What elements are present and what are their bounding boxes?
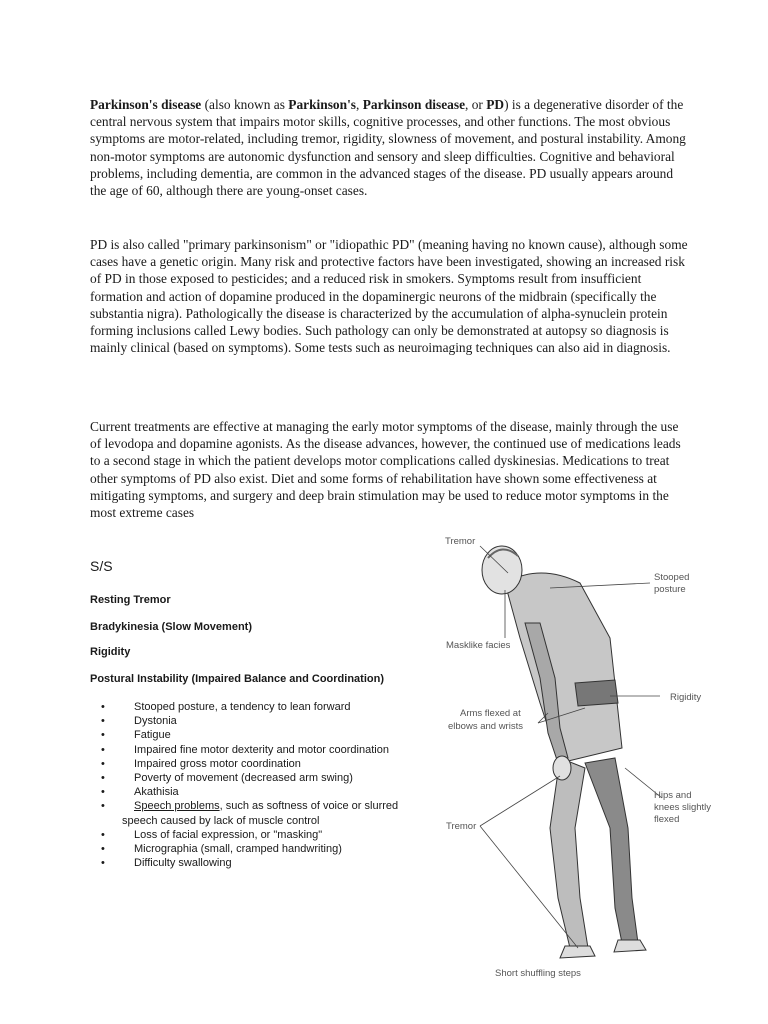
list-item: • Poverty of movement (decreased arm swing): [90, 771, 410, 785]
intro-text-3: , or: [465, 97, 487, 112]
list-item: • Micrographia (small, cramped handwriting): [90, 842, 410, 856]
label-arms-1: Arms flexed at: [460, 708, 521, 719]
list-item: • Difficulty swallowing: [90, 856, 410, 870]
causes-paragraph: PD is also called "primary parkinsonism" or "idiopathic PD" (meaning having no known cause), although some cases have a genetic origin. Many risk and protective factors have been investigated, showing an increased risk of PD in those exposed to pesticides; and a reduced risk in smokers. Symptoms result from insufficient formation and action of dopamine produced in the dopaminergic neurons of the midbrain (specifically the substantia nigra). Pathologically the disease is characterized by the accumulation of alpha-synuclein protein forming inclusions called Lewy bodies. Such pathology can only be demonstrated at autopsy so diagnosis is mainly clinical (based on symptoms). Some tests such as neuroimaging techniques can also aid in diagnosis.: [90, 237, 688, 356]
label-hips-2: knees slightly: [654, 802, 712, 813]
list-item: • Stooped posture, a tendency to lean forward: [90, 700, 410, 714]
label-hips-1: Hips and: [654, 790, 692, 801]
list-item: • Loss of facial expression, or "masking": [90, 828, 410, 842]
label-stooped-2: posture: [654, 584, 686, 595]
list-item: • Impaired gross motor coordination: [90, 757, 410, 771]
list-item: • Akathisia: [90, 785, 410, 799]
intro-text-1: (also known as: [201, 97, 289, 112]
term-parkinsons-disease: Parkinson's disease: [90, 97, 202, 112]
label-hips-3: flexed: [654, 814, 680, 825]
label-arms-2: elbows and wrists: [448, 721, 523, 732]
label-tremor-bottom: Tremor: [446, 821, 477, 832]
heading-rigidity: Rigidity: [90, 646, 131, 658]
label-rigidity: Rigidity: [670, 692, 702, 703]
label-tremor-top: Tremor: [445, 536, 476, 547]
term-parkinson-disease: Parkinson disease: [362, 97, 466, 112]
label-stooped-1: Stooped: [654, 572, 690, 583]
speech-text-2: speech caused by lack of muscle control: [122, 814, 320, 827]
intro-text-2: ,: [356, 97, 363, 112]
parkinson-posture-illustration: [410, 528, 740, 988]
heading-postural-instability: Postural Instability (Impaired Balance and Coordination): [90, 673, 384, 685]
label-short-steps: Short shuffling steps: [495, 968, 581, 979]
intro-paragraph: [90, 96, 690, 199]
list-item: • Fatigue: [90, 728, 410, 742]
term-pd: PD: [486, 97, 505, 112]
heading-bradykinesia: Bradykinesia (Slow Movement): [90, 621, 252, 633]
intro-text-4: ) is a degenerative disorder of the central nervous system that impairs motor skills, cognitive processes, and other functions. The most obvious symptoms are motor-related, including tremor, rigidity, slowness of movement, and postural instability. Among non-motor symptoms are autonomic dysfunction and sensory and sleep difficulties. Cognitive and behavioral problems, including dementia, are common in the advanced stages of the disease. PD usually appears around the age of 60, although there are young-onset cases.: [90, 97, 686, 199]
heading-resting-tremor: Resting Tremor: [90, 594, 171, 606]
list-item: • Dystonia: [90, 714, 410, 728]
term-parkinsons: Parkinson's: [288, 97, 356, 112]
signs-symptoms-heading: S/S: [90, 558, 113, 574]
speech-text-1: , such as softness of voice or slurred: [219, 800, 399, 813]
list-item-speech: [90, 799, 410, 827]
list-item: • Impaired fine motor dexterity and motor coordination: [90, 743, 410, 757]
stooped-man-figure: [482, 546, 646, 958]
speech-problems-link[interactable]: Speech problems: [134, 800, 220, 813]
label-masklike-facies: Masklike facies: [446, 640, 511, 651]
treatment-paragraph: Current treatments are effective at managing the early motor symptoms of the disease, mainly through the use of levodopa and dopamine agonists. As the disease advances, however, the continued use of medications leads to a second stage in which the patient develops motor complications called dyskinesias. Medications to treat other symptoms of PD also exist. Diet and some forms of rehabilitation have shown some effectiveness at mitigating symptoms, and surgery and deep brain stimulation may be used to reduce motor symptoms in the most extreme cases: [90, 419, 681, 521]
symptom-list: [90, 700, 410, 870]
